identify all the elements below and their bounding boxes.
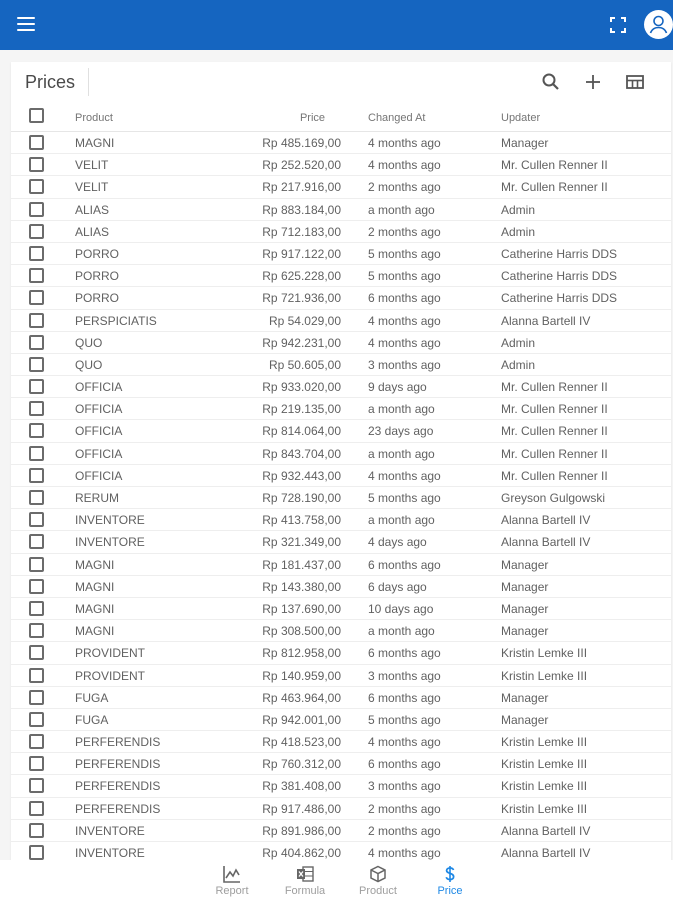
cell-price: Rp 933.020,00	[262, 380, 341, 395]
row-checkbox[interactable]	[29, 290, 44, 305]
cell-price: Rp 932.443,00	[262, 468, 341, 483]
cell-product: INVENTORE	[75, 513, 145, 528]
cell-updater: Alanna Bartell IV	[501, 823, 591, 838]
table-row[interactable]	[11, 398, 671, 420]
row-checkbox[interactable]	[29, 756, 44, 771]
cell-price: Rp 728.190,00	[262, 491, 341, 505]
cell-product: OFFICIA	[75, 380, 123, 395]
cell-changed-at: 3 months ago	[368, 668, 441, 683]
table-row[interactable]	[11, 265, 671, 287]
nav-price[interactable]	[415, 865, 485, 897]
cell-product: PORRO	[75, 246, 120, 261]
cell-product: PERFERENDIS	[75, 735, 161, 750]
table-row[interactable]	[11, 132, 671, 154]
cell-changed-at: 10 days ago	[368, 601, 434, 616]
table-row[interactable]	[11, 620, 671, 642]
table-row[interactable]	[11, 287, 671, 309]
table-row[interactable]	[11, 354, 671, 376]
table-row[interactable]	[11, 465, 671, 487]
row-checkbox[interactable]	[29, 557, 44, 572]
row-checkbox[interactable]	[29, 202, 44, 217]
cell-price: Rp 883.184,00	[262, 202, 341, 217]
cell-updater: Manager	[501, 579, 549, 594]
cell-updater: Kristin Lemke III	[501, 779, 588, 794]
account-icon	[644, 10, 673, 39]
cell-updater: Kristin Lemke III	[501, 735, 588, 750]
table-row[interactable]	[11, 509, 671, 531]
cell-product: PERFERENDIS	[75, 779, 161, 794]
search-icon[interactable]	[541, 72, 561, 92]
table-row[interactable]	[11, 554, 671, 576]
table-row[interactable]	[11, 443, 671, 465]
row-checkbox[interactable]	[29, 668, 44, 683]
cell-product: VELIT	[75, 180, 109, 195]
cell-updater: Alanna Bartell IV	[501, 846, 591, 860]
cell-updater: Greyson Gulgowski	[501, 491, 606, 505]
cell-changed-at: 3 months ago	[368, 357, 441, 372]
cell-changed-at: 4 days ago	[368, 535, 427, 550]
table-columns-icon[interactable]	[625, 72, 645, 92]
cell-product: QUO	[75, 335, 103, 350]
table-row[interactable]	[11, 798, 671, 820]
cell-product: QUO	[75, 357, 103, 372]
cell-changed-at: 4 months ago	[368, 158, 441, 173]
table-row[interactable]	[11, 665, 671, 687]
cell-changed-at: a month ago	[368, 402, 435, 417]
table-row[interactable]	[11, 642, 671, 664]
prices-card	[11, 62, 671, 862]
cell-changed-at: 2 months ago	[368, 801, 441, 816]
row-checkbox[interactable]	[29, 423, 44, 438]
cell-product: RERUM	[75, 491, 119, 505]
row-checkbox[interactable]	[29, 579, 44, 594]
cell-price: Rp 814.064,00	[262, 424, 341, 439]
cell-updater: Mr. Cullen Renner II	[501, 446, 608, 461]
cell-product: MAGNI	[75, 557, 115, 572]
cell-product: ALIAS	[75, 202, 110, 217]
cell-product: OFFICIA	[75, 468, 123, 483]
nav-label: Product	[359, 885, 397, 897]
cell-price: Rp 181.437,00	[262, 557, 341, 572]
table-row[interactable]	[11, 709, 671, 731]
cell-product: PORRO	[75, 291, 120, 306]
cell-price: Rp 217.916,00	[262, 180, 341, 195]
cell-price: Rp 413.758,00	[262, 513, 341, 528]
cell-updater: Catherine Harris DDS	[501, 291, 618, 306]
table-row[interactable]	[11, 753, 671, 775]
row-checkbox[interactable]	[29, 268, 44, 283]
cell-changed-at: 3 months ago	[368, 779, 441, 794]
table-row[interactable]	[11, 687, 671, 709]
table-row[interactable]	[11, 820, 671, 842]
cell-price: Rp 137.690,00	[262, 601, 341, 616]
nav-label: Report	[215, 885, 249, 897]
cell-updater: Admin	[501, 357, 536, 372]
row-checkbox[interactable]	[29, 446, 44, 461]
row-checkbox[interactable]	[29, 135, 44, 150]
chart-icon	[223, 865, 241, 883]
cell-changed-at: a month ago	[368, 513, 435, 528]
cell-product: PORRO	[75, 269, 120, 284]
cell-changed-at: 6 months ago	[368, 291, 441, 306]
cell-price: Rp 381.408,00	[262, 779, 341, 794]
cell-product: PROVIDENT	[75, 668, 146, 683]
title-divider	[88, 68, 89, 96]
cell-price: Rp 140.959,00	[262, 668, 341, 683]
row-checkbox[interactable]	[29, 468, 44, 483]
cell-changed-at: 6 months ago	[368, 557, 441, 572]
nav-formula[interactable]	[270, 865, 340, 897]
cell-changed-at: 9 days ago	[368, 380, 427, 395]
table-row[interactable]	[11, 576, 671, 598]
cell-price: Rp 843.704,00	[262, 446, 341, 461]
cell-changed-at: 6 months ago	[368, 757, 441, 772]
table-row[interactable]	[11, 420, 671, 442]
table-row[interactable]	[11, 531, 671, 553]
cell-product: PERFERENDIS	[75, 757, 161, 772]
row-checkbox[interactable]	[29, 224, 44, 239]
cell-changed-at: 5 months ago	[368, 491, 441, 505]
row-checkbox[interactable]	[29, 313, 44, 328]
row-checkbox[interactable]	[29, 623, 44, 638]
app-bar	[0, 0, 673, 50]
row-checkbox[interactable]	[29, 845, 44, 860]
menu-icon[interactable]	[17, 17, 35, 33]
cell-product: PERSPICIATIS	[75, 313, 157, 328]
cell-updater: Mr. Cullen Renner II	[501, 424, 608, 439]
excel-icon	[296, 865, 314, 883]
cell-product: PERFERENDIS	[75, 801, 161, 816]
row-checkbox[interactable]	[29, 490, 44, 505]
cell-updater: Kristin Lemke III	[501, 801, 588, 816]
cell-price: Rp 891.986,00	[262, 823, 341, 838]
cell-updater: Kristin Lemke III	[501, 757, 588, 772]
table-row[interactable]	[11, 154, 671, 176]
cell-updater: Manager	[501, 712, 549, 727]
table-row[interactable]	[11, 332, 671, 354]
cell-changed-at: 23 days ago	[368, 424, 434, 439]
cell-price: Rp 917.122,00	[262, 246, 341, 261]
cell-changed-at: a month ago	[368, 624, 435, 639]
cell-price: Rp 942.001,00	[262, 712, 341, 727]
cell-product: OFFICIA	[75, 446, 123, 461]
cell-changed-at: 4 months ago	[368, 136, 441, 150]
cell-changed-at: a month ago	[368, 446, 435, 461]
cell-price: Rp 721.936,00	[262, 291, 341, 306]
cell-changed-at: 2 months ago	[368, 823, 441, 838]
cell-updater: Admin	[501, 335, 536, 350]
row-checkbox[interactable]	[29, 335, 44, 350]
dollar-icon	[441, 865, 459, 883]
cell-updater: Kristin Lemke III	[501, 646, 588, 661]
cell-price: Rp 812.958,00	[262, 646, 341, 661]
row-checkbox[interactable]	[29, 157, 44, 172]
cell-updater: Alanna Bartell IV	[501, 513, 591, 528]
cell-changed-at: 5 months ago	[368, 246, 441, 261]
cell-price: Rp 712.183,00	[262, 224, 341, 239]
cell-updater: Manager	[501, 601, 549, 616]
row-checkbox[interactable]	[29, 534, 44, 549]
cell-product: ALIAS	[75, 224, 110, 239]
row-checkbox[interactable]	[29, 179, 44, 194]
cell-price: Rp 418.523,00	[262, 735, 341, 750]
bottom-navigation	[0, 860, 673, 900]
page-title: Prices	[25, 72, 76, 92]
cell-product: INVENTORE	[75, 846, 145, 860]
cell-product: FUGA	[75, 712, 109, 727]
cell-price: Rp 942.231,00	[262, 335, 341, 350]
cell-price: Rp 143.380,00	[262, 579, 341, 594]
cell-updater: Mr. Cullen Renner II	[501, 380, 608, 395]
table-row[interactable]	[11, 221, 671, 243]
cell-price: Rp 54.029,00	[268, 313, 341, 328]
table-row[interactable]	[11, 775, 671, 797]
cell-changed-at: a month ago	[368, 202, 435, 217]
table-row[interactable]	[11, 376, 671, 398]
row-checkbox[interactable]	[29, 690, 44, 705]
cell-updater: Manager	[501, 136, 549, 150]
row-checkbox[interactable]	[29, 601, 44, 616]
table-row[interactable]	[11, 199, 671, 221]
cell-product: INVENTORE	[75, 535, 145, 550]
cell-price: Rp 252.520,00	[262, 158, 341, 173]
cell-product: MAGNI	[75, 136, 115, 150]
cell-changed-at: 6 months ago	[368, 646, 441, 661]
cell-updater: Catherine Harris DDS	[501, 269, 618, 284]
cell-product: PROVIDENT	[75, 646, 146, 661]
row-checkbox[interactable]	[29, 512, 44, 527]
cell-updater: Admin	[501, 224, 536, 239]
cell-price: Rp 625.228,00	[262, 269, 341, 284]
cell-price: Rp 404.862,00	[262, 846, 341, 860]
cell-price: Rp 485.169,00	[262, 136, 341, 150]
cell-changed-at: 2 months ago	[368, 180, 441, 195]
cell-product: FUGA	[75, 690, 109, 705]
cell-product: OFFICIA	[75, 402, 123, 417]
row-checkbox[interactable]	[29, 801, 44, 816]
row-checkbox[interactable]	[29, 246, 44, 261]
cell-changed-at: 2 months ago	[368, 224, 441, 239]
table-row[interactable]	[11, 731, 671, 753]
cell-updater: Manager	[501, 557, 549, 572]
cell-updater: Kristin Lemke III	[501, 668, 588, 683]
cell-changed-at: 4 months ago	[368, 846, 441, 860]
column-header-price[interactable]: Price	[299, 112, 325, 124]
row-checkbox[interactable]	[29, 379, 44, 394]
cell-changed-at: 4 months ago	[368, 735, 441, 750]
cell-updater: Manager	[501, 690, 549, 705]
table-row[interactable]	[11, 243, 671, 265]
cell-updater: Mr. Cullen Renner II	[501, 468, 608, 483]
cell-price: Rp 321.349,00	[262, 535, 341, 550]
cell-product: VELIT	[75, 158, 109, 173]
column-header-changed-at[interactable]: Changed At	[368, 112, 426, 124]
cell-price: Rp 50.605,00	[268, 357, 341, 372]
cell-product: MAGNI	[75, 601, 115, 616]
nav-product[interactable]	[343, 865, 413, 897]
add-icon[interactable]	[583, 72, 603, 92]
cell-price: Rp 760.312,00	[262, 757, 341, 772]
cell-updater: Mr. Cullen Renner II	[501, 158, 608, 173]
row-checkbox[interactable]	[29, 734, 44, 749]
cell-product: MAGNI	[75, 579, 115, 594]
row-checkbox[interactable]	[29, 778, 44, 793]
cell-updater: Alanna Bartell IV	[501, 535, 591, 550]
cell-changed-at: 4 months ago	[368, 313, 441, 328]
column-header-updater[interactable]: Updater	[501, 112, 541, 124]
table-row[interactable]	[11, 176, 671, 198]
cell-updater: Mr. Cullen Renner II	[501, 180, 608, 195]
cell-changed-at: 6 months ago	[368, 690, 441, 705]
row-checkbox[interactable]	[29, 823, 44, 838]
table-row[interactable]	[11, 487, 671, 509]
cell-changed-at: 4 months ago	[368, 468, 441, 483]
table-row[interactable]	[11, 598, 671, 620]
row-checkbox[interactable]	[29, 357, 44, 372]
box-icon	[369, 865, 387, 883]
cell-changed-at: 4 months ago	[368, 335, 441, 350]
nav-label: Price	[437, 885, 463, 897]
cell-price: Rp 463.964,00	[262, 690, 341, 705]
table-row[interactable]	[11, 842, 671, 862]
cell-updater: Manager	[501, 624, 549, 639]
row-checkbox[interactable]	[29, 401, 44, 416]
cell-updater: Mr. Cullen Renner II	[501, 402, 608, 417]
cell-price: Rp 917.486,00	[262, 801, 341, 816]
cell-product: INVENTORE	[75, 823, 145, 838]
cell-updater: Catherine Harris DDS	[501, 246, 618, 261]
table-body	[11, 132, 671, 862]
select-all-checkbox[interactable]	[29, 108, 44, 123]
card-toolbar	[11, 62, 671, 102]
cell-product: OFFICIA	[75, 424, 123, 439]
cell-updater: Alanna Bartell IV	[501, 313, 591, 328]
nav-report[interactable]	[197, 865, 267, 897]
row-checkbox[interactable]	[29, 645, 44, 660]
column-header-product[interactable]: Product	[75, 112, 113, 124]
nav-label: Formula	[284, 885, 326, 897]
cell-changed-at: 6 days ago	[368, 579, 427, 594]
table-header	[11, 106, 671, 132]
table-row[interactable]	[11, 310, 671, 332]
cell-price: Rp 219.135,00	[262, 402, 341, 417]
cell-updater: Admin	[501, 202, 536, 217]
row-checkbox[interactable]	[29, 712, 44, 727]
cell-product: MAGNI	[75, 624, 115, 639]
account-avatar[interactable]	[644, 10, 673, 39]
cell-changed-at: 5 months ago	[368, 269, 441, 284]
cell-price: Rp 308.500,00	[262, 624, 341, 639]
cell-changed-at: 5 months ago	[368, 712, 441, 727]
fullscreen-icon[interactable]	[610, 17, 626, 33]
